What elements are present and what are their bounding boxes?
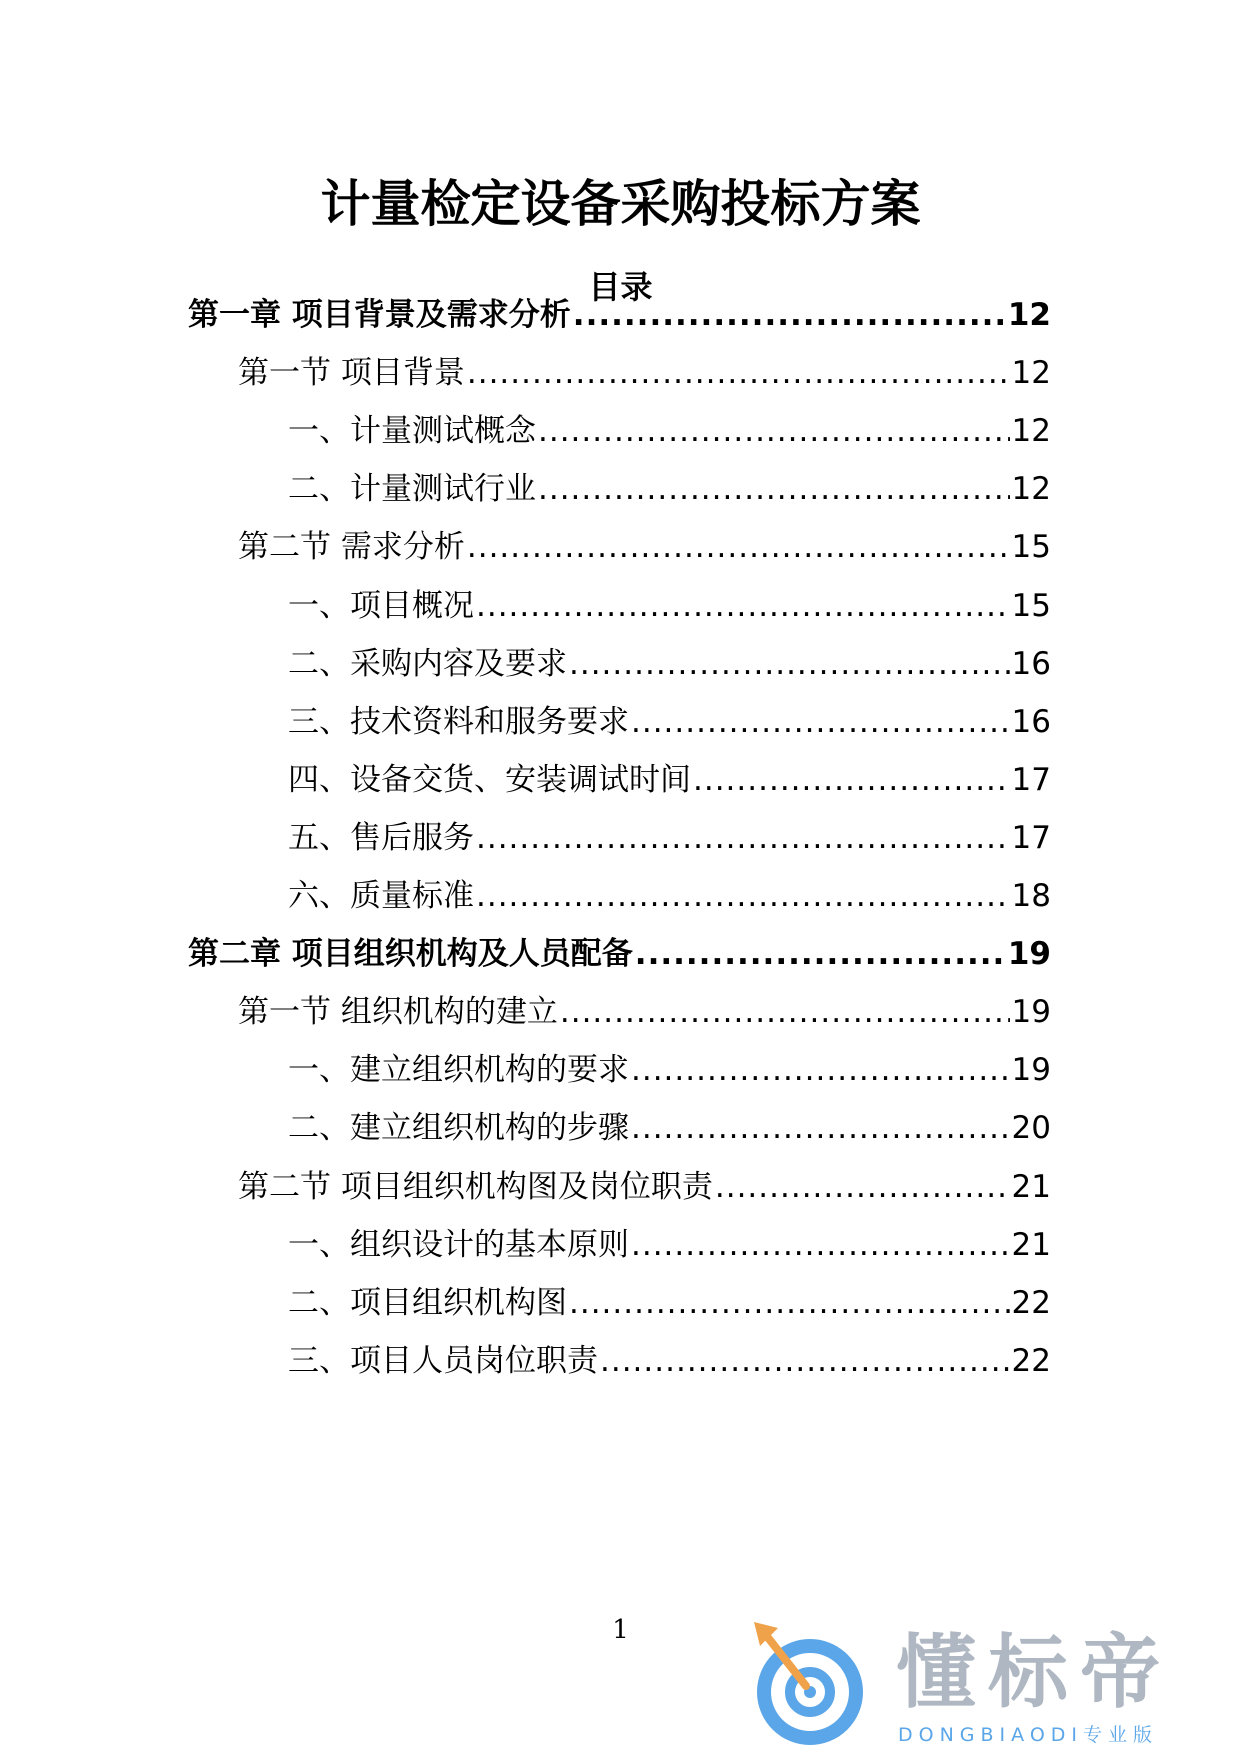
toc-entry-label: 一、建立组织机构的要求	[288, 1052, 629, 1088]
toc-entry[interactable]	[238, 351, 1051, 395]
toc-leader-dots	[569, 642, 1010, 686]
toc-entry-page: 12	[1011, 471, 1051, 507]
toc-entry-page: 21	[1011, 1169, 1051, 1205]
toc-leader-dots	[476, 584, 1010, 628]
toc-entry[interactable]	[238, 990, 1051, 1034]
toc-leader-dots	[476, 816, 1010, 860]
toc-entry[interactable]	[288, 874, 1051, 918]
toc-entry-label: 四、设备交货、安装调试时间	[288, 762, 691, 798]
toc-entry-page: 22	[1011, 1343, 1051, 1379]
watermark-brand: 懂标帝	[896, 1626, 1172, 1719]
toc-entry[interactable]	[288, 700, 1051, 744]
toc-leader-dots	[467, 351, 1010, 395]
toc-entry-page: 17	[1011, 820, 1051, 856]
toc-heading: 目录	[588, 268, 653, 306]
toc-entry-label: 第一章 项目背景及需求分析	[188, 297, 571, 333]
toc-entry[interactable]	[288, 1223, 1051, 1267]
toc-entry-label: 第二节 需求分析	[238, 529, 465, 565]
target-arrow-icon	[748, 1620, 868, 1750]
toc-entry-label: 二、计量测试行业	[288, 471, 536, 507]
toc-entry-label: 第二章 项目组织机构及人员配备	[188, 936, 633, 972]
toc-leader-dots	[476, 874, 1010, 918]
toc-entry-page: 15	[1011, 588, 1051, 624]
toc-entry-label: 一、项目概况	[288, 588, 474, 624]
toc-leader-dots	[631, 1106, 1010, 1150]
toc-entry[interactable]	[188, 932, 1051, 976]
toc-entry-page: 19	[1007, 936, 1051, 972]
toc-entry[interactable]	[188, 293, 1051, 337]
watermark	[748, 1620, 1238, 1754]
toc-entry[interactable]	[288, 409, 1051, 453]
toc-leader-dots	[538, 467, 1010, 511]
toc-entry[interactable]	[288, 758, 1051, 802]
toc-entry-label: 第二节 项目组织机构图及岗位职责	[238, 1169, 713, 1205]
toc-entry-page: 16	[1011, 646, 1051, 682]
toc-entry[interactable]	[288, 1339, 1051, 1383]
toc-leader-dots	[560, 990, 1010, 1034]
toc-leader-dots	[573, 293, 1006, 337]
toc-entry-label: 二、建立组织机构的步骤	[288, 1110, 629, 1146]
toc-entry-label: 三、项目人员岗位职责	[288, 1343, 598, 1379]
toc-entry[interactable]	[238, 525, 1051, 569]
toc-leader-dots	[467, 525, 1010, 569]
watermark-subtitle: DONGBIAODI专业版	[898, 1724, 1159, 1746]
toc-leader-dots	[635, 932, 1006, 976]
toc-entry-page: 17	[1011, 762, 1051, 798]
toc-entry-page: 16	[1011, 704, 1051, 740]
toc-leader-dots	[631, 1048, 1010, 1092]
toc-entry[interactable]	[288, 467, 1051, 511]
toc-entry[interactable]	[288, 1281, 1051, 1325]
toc-leader-dots	[538, 409, 1010, 453]
toc-entry-label: 五、售后服务	[288, 820, 474, 856]
toc-entry-label: 二、项目组织机构图	[288, 1285, 567, 1321]
toc-entry[interactable]	[288, 642, 1051, 686]
toc-leader-dots	[631, 700, 1010, 744]
toc-leader-dots	[631, 1223, 1010, 1267]
toc-leader-dots	[693, 758, 1010, 802]
toc-leader-dots	[600, 1339, 1010, 1383]
toc-entry-label: 一、计量测试概念	[288, 413, 536, 449]
toc-leader-dots	[715, 1165, 1010, 1209]
page-number: 1	[612, 1615, 629, 1645]
toc-leader-dots	[569, 1281, 1010, 1325]
toc-entry-label: 第一节 项目背景	[238, 355, 465, 391]
toc-entry[interactable]	[288, 1048, 1051, 1092]
document-title: 计量检定设备采购投标方案	[320, 175, 921, 233]
toc-entry-page: 18	[1011, 878, 1051, 914]
toc-entry[interactable]	[238, 1165, 1051, 1209]
toc-entry-label: 三、技术资料和服务要求	[288, 704, 629, 740]
toc-entry[interactable]	[288, 816, 1051, 860]
toc-entry-page: 15	[1011, 529, 1051, 565]
toc-entry-page: 22	[1011, 1285, 1051, 1321]
toc-entry-page: 20	[1011, 1110, 1051, 1146]
toc-entry-label: 二、采购内容及要求	[288, 646, 567, 682]
toc-entry-label: 第一节 组织机构的建立	[238, 994, 558, 1030]
toc-entry-page: 19	[1011, 1052, 1051, 1088]
toc-entry-page: 12	[1011, 355, 1051, 391]
toc-entry-page: 21	[1011, 1227, 1051, 1263]
toc-entry-page: 19	[1011, 994, 1051, 1030]
toc-entry-page: 12	[1007, 297, 1051, 333]
toc-entry[interactable]	[288, 584, 1051, 628]
toc-entry[interactable]	[288, 1106, 1051, 1150]
toc-entry-label: 一、组织设计的基本原则	[288, 1227, 629, 1263]
toc-entry-label: 六、质量标准	[288, 878, 474, 914]
toc-entry-page: 12	[1011, 413, 1051, 449]
